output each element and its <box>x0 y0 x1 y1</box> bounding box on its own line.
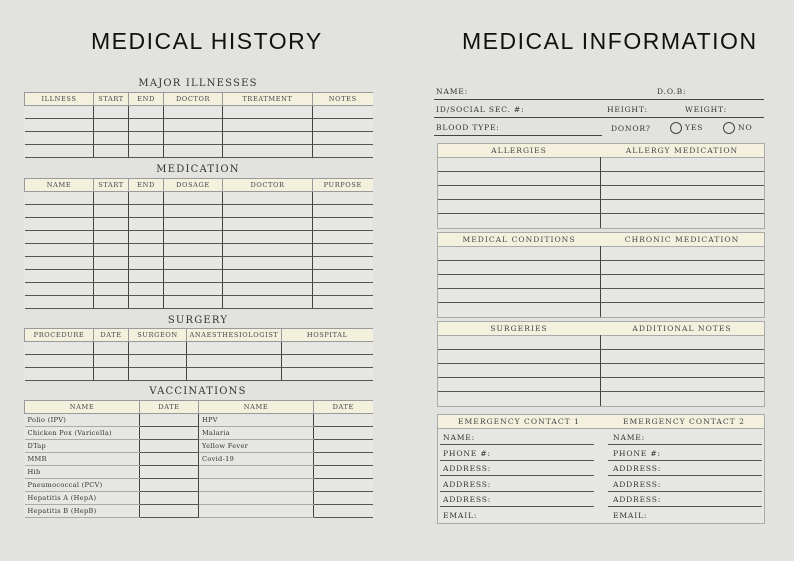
allergies-box <box>437 143 765 229</box>
vaccine-name: Yellow Fever <box>199 440 314 453</box>
table-cell[interactable] <box>25 205 94 218</box>
table-cell[interactable] <box>313 218 373 231</box>
table-cell[interactable] <box>25 368 94 381</box>
table-cell[interactable] <box>94 342 129 355</box>
table-cell[interactable] <box>25 192 94 205</box>
table-cell[interactable] <box>94 218 129 231</box>
table-cell[interactable] <box>94 244 129 257</box>
table-cell[interactable] <box>25 119 94 132</box>
ec2-email-label: EMAIL: <box>613 511 648 520</box>
vaccine-date[interactable] <box>314 453 373 466</box>
table-cell[interactable] <box>223 106 313 119</box>
table-cell[interactable] <box>94 296 129 309</box>
table-row <box>25 492 373 505</box>
vaccine-date[interactable] <box>314 492 373 505</box>
vaccine-date[interactable] <box>140 427 199 440</box>
blood-type-label: BLOOD TYPE: <box>436 123 500 132</box>
table-cell[interactable] <box>313 296 373 309</box>
table-cell[interactable] <box>187 342 282 355</box>
table-row <box>25 257 373 270</box>
ec1-address-label: ADDRESS: <box>443 495 492 504</box>
entry-line[interactable] <box>438 288 764 289</box>
table-cell[interactable] <box>94 119 129 132</box>
table-cell[interactable] <box>164 106 223 119</box>
ec1-address-label: ADDRESS: <box>443 480 492 489</box>
table-cell[interactable] <box>223 231 313 244</box>
entry-line[interactable] <box>438 349 764 350</box>
table-cell[interactable] <box>25 283 94 296</box>
table-cell[interactable] <box>187 368 282 381</box>
table-cell[interactable] <box>94 205 129 218</box>
ec2-phone-label: PHONE #: <box>613 449 661 458</box>
ec2-address-line[interactable] <box>608 475 762 476</box>
table-cell[interactable] <box>129 145 164 158</box>
table-cell[interactable] <box>164 132 223 145</box>
table-cell[interactable] <box>164 231 223 244</box>
table-cell[interactable] <box>94 106 129 119</box>
vaccinations-table <box>24 400 373 518</box>
ec1-phone-label: PHONE #: <box>443 449 491 458</box>
radio-yes-icon[interactable] <box>670 122 682 134</box>
vaccine-date[interactable] <box>140 453 199 466</box>
ec2-address-label: ADDRESS: <box>613 495 662 504</box>
table-row <box>25 453 373 466</box>
col-purpose: PURPOSE <box>313 179 373 192</box>
table-cell[interactable] <box>282 368 373 381</box>
table-cell[interactable] <box>94 368 129 381</box>
table-cell[interactable] <box>129 296 164 309</box>
table-cell[interactable] <box>129 119 164 132</box>
table-cell[interactable] <box>313 257 373 270</box>
table-row <box>25 505 373 518</box>
blood-type-line[interactable] <box>434 135 602 136</box>
col-treatment: TREATMENT <box>223 93 313 106</box>
table-row <box>25 244 373 257</box>
table-cell[interactable] <box>223 132 313 145</box>
table-cell[interactable] <box>129 205 164 218</box>
surgery-title: SURGERY <box>167 315 229 326</box>
table-cell[interactable] <box>94 192 129 205</box>
col-notes: NOTES <box>313 93 373 106</box>
major-illnesses-title: MAJOR ILLNESSES <box>138 78 258 89</box>
no-label: NO <box>738 123 753 132</box>
vaccine-date[interactable] <box>314 466 373 479</box>
table-row <box>25 414 373 427</box>
major-illnesses-table <box>24 92 373 158</box>
vaccine-name: HPV <box>199 414 314 427</box>
conditions-header <box>438 233 764 247</box>
table-cell[interactable] <box>129 218 164 231</box>
table-cell[interactable] <box>313 270 373 283</box>
ec2-address-line[interactable] <box>608 506 762 507</box>
vaccine-date[interactable] <box>314 427 373 440</box>
surgeries-header <box>438 322 764 336</box>
table-cell[interactable] <box>129 257 164 270</box>
table-cell[interactable] <box>223 145 313 158</box>
table-row <box>25 440 373 453</box>
col-date: DATE <box>94 329 129 342</box>
ec1-address-label: ADDRESS: <box>443 464 492 473</box>
table-cell[interactable] <box>223 244 313 257</box>
table-row <box>25 106 373 119</box>
vaccine-name: Hib <box>25 466 140 479</box>
col-illness: ILLNESS <box>25 93 94 106</box>
table-row <box>25 427 373 440</box>
medical-conditions-label: MEDICAL CONDITIONS <box>462 235 576 244</box>
entry-line[interactable] <box>438 274 764 275</box>
table-cell[interactable] <box>164 119 223 132</box>
weight-label: WEIGHT: <box>685 105 727 114</box>
col-anaesthesiologist: ANAESTHESIOLOGIST <box>187 329 282 342</box>
allergies-label: ALLERGIES <box>491 146 547 155</box>
table-cell[interactable] <box>94 145 129 158</box>
vaccine-name: MMR <box>25 453 140 466</box>
table-row <box>25 132 373 145</box>
vaccine-name: Hepatitis B (HepB) <box>25 505 140 518</box>
table-cell[interactable] <box>129 132 164 145</box>
ec2-address-label: ADDRESS: <box>613 480 662 489</box>
table-cell[interactable] <box>223 296 313 309</box>
ec2-phone-line[interactable] <box>608 460 762 461</box>
col-end: END <box>129 93 164 106</box>
col-name: NAME <box>25 179 94 192</box>
table-cell[interactable] <box>164 145 223 158</box>
ec1-name-line[interactable] <box>440 444 594 445</box>
col-name: NAME <box>199 401 314 414</box>
vaccine-date[interactable] <box>314 414 373 427</box>
table-row <box>25 270 373 283</box>
ec2-address-label: ADDRESS: <box>613 464 662 473</box>
name-line[interactable] <box>434 99 764 100</box>
medication-table <box>24 178 373 309</box>
vaccine-name: Chicken Pox (Varicella) <box>25 427 140 440</box>
table-row <box>25 342 373 355</box>
table-row <box>25 368 373 381</box>
table-cell[interactable] <box>25 244 94 257</box>
table-cell[interactable] <box>223 218 313 231</box>
ec1-name-label: NAME: <box>443 433 476 442</box>
vaccine-name <box>199 466 314 479</box>
table-cell[interactable] <box>129 244 164 257</box>
table-cell[interactable] <box>25 218 94 231</box>
vaccine-date[interactable] <box>140 466 199 479</box>
table-cell[interactable] <box>164 205 223 218</box>
vaccine-date[interactable] <box>140 440 199 453</box>
table-cell[interactable] <box>282 342 373 355</box>
height-label: HEIGHT: <box>607 105 648 114</box>
ec1-address-line[interactable] <box>440 475 594 476</box>
table-cell[interactable] <box>94 257 129 270</box>
surgery-table <box>24 328 373 381</box>
table-cell[interactable] <box>25 355 94 368</box>
table-cell[interactable] <box>223 192 313 205</box>
table-cell[interactable] <box>187 355 282 368</box>
table-cell[interactable] <box>94 231 129 244</box>
ec1-phone-line[interactable] <box>440 460 594 461</box>
ec2-name-line[interactable] <box>608 444 762 445</box>
table-row <box>25 283 373 296</box>
vaccine-name: Polio (IPV) <box>25 414 140 427</box>
table-cell[interactable] <box>129 270 164 283</box>
allergy-medication-label: ALLERGY MEDICATION <box>625 146 739 155</box>
table-cell[interactable] <box>313 205 373 218</box>
column-divider <box>600 246 601 317</box>
medical-information-title: MEDICAL INFORMATION <box>462 28 758 54</box>
vaccinations-title: VACCINATIONS <box>149 386 247 397</box>
table-cell[interactable] <box>129 355 187 368</box>
table-cell[interactable] <box>313 132 373 145</box>
table-cell[interactable] <box>129 283 164 296</box>
entry-line[interactable] <box>438 199 764 200</box>
entry-line[interactable] <box>438 213 764 214</box>
table-cell[interactable] <box>164 283 223 296</box>
col-surgeon: SURGEON <box>129 329 187 342</box>
table-cell[interactable] <box>164 270 223 283</box>
emergency-header <box>438 415 764 429</box>
vaccine-date[interactable] <box>140 479 199 492</box>
table-cell[interactable] <box>94 283 129 296</box>
table-cell[interactable] <box>313 106 373 119</box>
id-label: ID/SOCIAL SEC. #: <box>436 105 525 114</box>
table-cell[interactable] <box>25 342 94 355</box>
table-row <box>25 296 373 309</box>
vaccine-name <box>199 492 314 505</box>
table-cell[interactable] <box>25 257 94 270</box>
table-row <box>25 231 373 244</box>
table-row <box>25 205 373 218</box>
table-cell[interactable] <box>129 342 187 355</box>
vaccine-date[interactable] <box>314 440 373 453</box>
vaccine-name <box>199 479 314 492</box>
emergency-contact-2-label: EMERGENCY CONTACT 2 <box>622 417 745 426</box>
vaccine-name: Hepatitis A (HepA) <box>25 492 140 505</box>
col-start: START <box>94 93 129 106</box>
vaccine-name: DTap <box>25 440 140 453</box>
donor-label: DONOR? <box>611 124 651 133</box>
table-cell[interactable] <box>313 231 373 244</box>
ec2-address-line[interactable] <box>608 491 762 492</box>
chronic-medication-label: CHRONIC MEDICATION <box>624 235 740 244</box>
vaccine-date[interactable] <box>140 492 199 505</box>
table-cell[interactable] <box>164 218 223 231</box>
col-doctor: DOCTOR <box>164 93 223 106</box>
ec2-name-label: NAME: <box>613 433 646 442</box>
dob-label: D.O.B: <box>657 87 687 96</box>
table-cell[interactable] <box>223 283 313 296</box>
column-divider <box>600 157 601 228</box>
vaccine-date[interactable] <box>140 414 199 427</box>
table-row <box>25 479 373 492</box>
donor-yes-option[interactable] <box>670 122 703 134</box>
entry-line[interactable] <box>438 391 764 392</box>
col-date: DATE <box>140 401 199 414</box>
table-row <box>25 466 373 479</box>
ec1-email-label: EMAIL: <box>443 511 478 520</box>
table-cell[interactable] <box>313 119 373 132</box>
vaccine-date[interactable] <box>314 505 373 518</box>
surgeries-label: SURGERIES <box>490 324 548 333</box>
table-cell[interactable] <box>25 106 94 119</box>
entry-line[interactable] <box>438 260 764 261</box>
table-cell[interactable] <box>25 231 94 244</box>
vaccine-name: Covid-19 <box>199 453 314 466</box>
medical-history-title: MEDICAL HISTORY <box>91 28 323 54</box>
vaccine-name <box>199 505 314 518</box>
name-label: NAME: <box>436 87 469 96</box>
col-start: START <box>94 179 129 192</box>
id-line[interactable] <box>434 117 764 118</box>
ec1-address-line[interactable] <box>440 506 594 507</box>
radio-no-icon[interactable] <box>723 122 735 134</box>
table-cell[interactable] <box>313 244 373 257</box>
table-cell[interactable] <box>25 296 94 309</box>
medication-title: MEDICATION <box>156 164 240 175</box>
table-cell[interactable] <box>223 257 313 270</box>
table-cell[interactable] <box>129 106 164 119</box>
additional-notes-label: ADDITIONAL NOTES <box>632 324 732 333</box>
allergies-header <box>438 144 764 158</box>
col-doctor: DOCTOR <box>223 179 313 192</box>
table-cell[interactable] <box>313 283 373 296</box>
table-row <box>25 218 373 231</box>
donor-no-option[interactable] <box>723 122 752 134</box>
col-hospital: HOSPITAL <box>282 329 373 342</box>
table-cell[interactable] <box>129 192 164 205</box>
table-cell[interactable] <box>25 132 94 145</box>
table-cell[interactable] <box>223 270 313 283</box>
table-cell[interactable] <box>164 296 223 309</box>
table-cell[interactable] <box>94 355 129 368</box>
column-divider <box>600 335 601 406</box>
entry-line[interactable] <box>438 302 764 303</box>
table-cell[interactable] <box>313 145 373 158</box>
table-row <box>25 119 373 132</box>
entry-line[interactable] <box>438 363 764 364</box>
vaccine-date[interactable] <box>140 505 199 518</box>
table-cell[interactable] <box>223 205 313 218</box>
entry-line[interactable] <box>438 377 764 378</box>
table-cell[interactable] <box>164 244 223 257</box>
entry-line[interactable] <box>438 171 764 172</box>
col-procedure: PROCEDURE <box>25 329 94 342</box>
entry-line[interactable] <box>438 185 764 186</box>
emergency-contact-1-label: EMERGENCY CONTACT 1 <box>457 417 580 426</box>
vaccine-name: Malaria <box>199 427 314 440</box>
emergency-contacts-box <box>437 414 765 524</box>
table-cell[interactable] <box>313 192 373 205</box>
vaccine-date[interactable] <box>314 479 373 492</box>
table-row <box>25 145 373 158</box>
ec1-address-line[interactable] <box>440 491 594 492</box>
table-cell[interactable] <box>164 192 223 205</box>
col-date: DATE <box>314 401 373 414</box>
table-cell[interactable] <box>25 145 94 158</box>
col-dosage: DOSAGE <box>164 179 223 192</box>
yes-label: YES <box>685 123 704 132</box>
table-cell[interactable] <box>94 132 129 145</box>
table-cell[interactable] <box>129 231 164 244</box>
table-row <box>25 192 373 205</box>
table-cell[interactable] <box>164 257 223 270</box>
table-row <box>25 355 373 368</box>
col-end: END <box>129 179 164 192</box>
table-cell[interactable] <box>94 270 129 283</box>
conditions-box <box>437 232 765 318</box>
table-cell[interactable] <box>223 119 313 132</box>
col-name: NAME <box>25 401 140 414</box>
table-cell[interactable] <box>129 368 187 381</box>
vaccine-name: Pneumococcal (PCV) <box>25 479 140 492</box>
table-cell[interactable] <box>25 270 94 283</box>
table-cell[interactable] <box>282 355 373 368</box>
surgeries-box <box>437 321 765 407</box>
